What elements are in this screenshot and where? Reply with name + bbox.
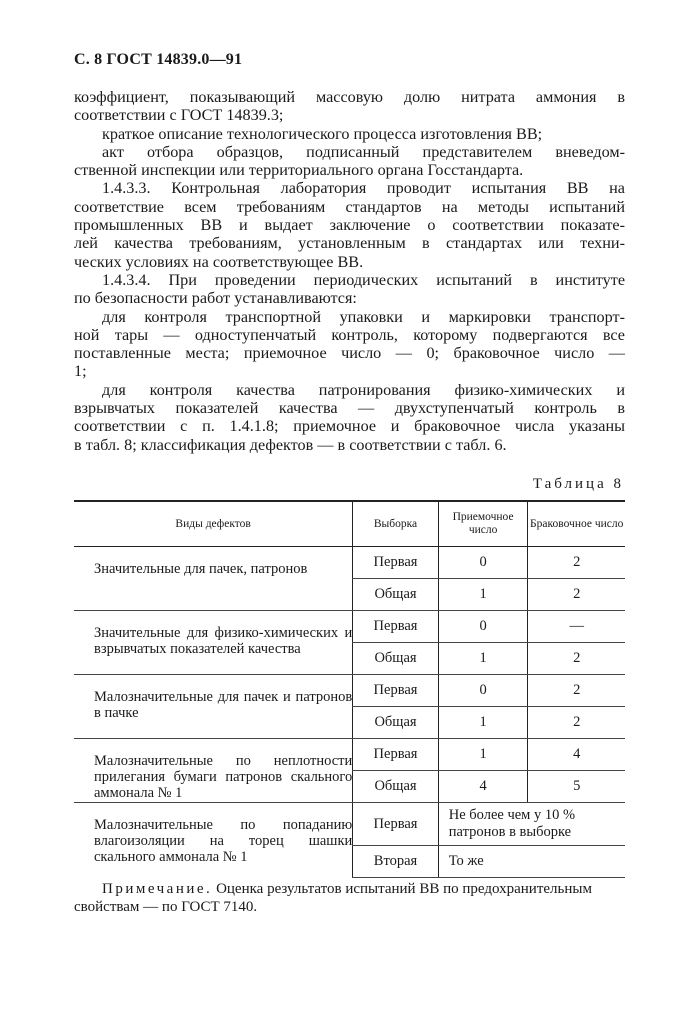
table-row [74, 675, 625, 707]
sample-cell: Первая [353, 611, 438, 643]
table-row [74, 547, 625, 579]
text-line: соответствии с п. 1.4.1.8; приемочное и браковочное числа указаны [74, 417, 625, 436]
acceptance-cell: 1 [438, 579, 528, 611]
text-line: по безопасности работ устанавливаются: [74, 289, 357, 308]
sample-cell: Первая [353, 739, 438, 771]
table-header-row [74, 501, 625, 547]
text-line: коэффициент, показывающий массовую долю нитрата аммония в [74, 88, 625, 106]
page-header: С. 8 ГОСТ 14839.0—91 [74, 51, 243, 68]
text-line: для контроля транспортной упаковки и маркировки транспорт- [102, 307, 625, 326]
sample-cell: Первая [353, 547, 438, 579]
header-rejection-number: Браковочное число [528, 501, 625, 547]
table-row [74, 803, 625, 846]
acceptance-cell: 0 [438, 547, 528, 579]
rejection-cell: 2 [528, 675, 625, 707]
text-line: взрывчатых показателей качества — двухступенчатый контроль в [74, 399, 625, 418]
body-text [74, 88, 625, 454]
defect-type-cell [74, 547, 353, 611]
sample-cell: Общая [353, 707, 438, 739]
defect-type-cell [74, 611, 353, 675]
rejection-cell: 2 [528, 643, 625, 675]
header-defect-types: Виды дефектов [74, 501, 353, 547]
text-line: ной тары — одноступенчатый контроль, которому подвергаются все [74, 325, 625, 344]
note-text: Оценка результатов испытаний ВВ по предохранительным свойствам — по ГОСТ 7140. [74, 881, 592, 915]
sample-cell: Вторая [353, 846, 438, 878]
text-line: 1.4.3.3. Контрольная лаборатория проводит испытания ВВ на [102, 179, 625, 198]
sample-cell: Первая [353, 675, 438, 707]
text-line: соответствии с ГОСТ 14839.3; [74, 106, 284, 125]
text-line: 1; [74, 362, 87, 381]
defect-type: Малозначительные для пачек и патронов в пачке [94, 689, 353, 721]
acceptance-cell: 4 [438, 771, 528, 803]
text-line: лей качества требованиям, установленным в стандартах или техни- [74, 234, 625, 253]
defect-type: Малозначительные по попаданию влагоизоляции на торец шашки скального аммонала № 1 [94, 817, 353, 865]
text-line: акт отбора образцов, подписанный представителем вневедом- [102, 142, 625, 161]
note-label: Примечание. [102, 881, 213, 897]
table-row [74, 739, 625, 771]
acceptance-cell: 1 [438, 707, 528, 739]
acceptance-cell: 1 [438, 739, 528, 771]
defect-type: Значительные для пачек, патронов [94, 561, 308, 577]
defects-table [74, 500, 625, 878]
defect-type: Малозначительные по неплотности прилегания бумаги патронов скального аммонала № 1 [94, 753, 353, 801]
header-sample: Выборка [353, 501, 438, 547]
acceptance-cell: 0 [438, 611, 528, 643]
acceptance-cell: 1 [438, 643, 528, 675]
text-line: в табл. 8; классификация дефектов — в соответствии с табл. 6. [74, 435, 507, 454]
acceptance-cell: 0 [438, 675, 528, 707]
rejection-cell: 2 [528, 579, 625, 611]
table-row [74, 611, 625, 643]
header-acceptance-number: Приемочное число [438, 501, 528, 547]
table-note [74, 880, 625, 916]
rejection-cell: 5 [528, 771, 625, 803]
text-line: ческих условиях на соответствующее ВВ. [74, 252, 364, 271]
rejection-cell: 4 [528, 739, 625, 771]
text-line: поставленные места; приемочное число — 0; браковочное число — [74, 344, 625, 363]
sample-cell: Общая [353, 771, 438, 803]
defect-type-cell [74, 675, 353, 739]
table-caption: Таблица 8 [532, 476, 624, 492]
text-line: для контроля качества патронирования физико-химических и [102, 380, 625, 399]
defect-type-cell [74, 739, 353, 803]
sample-cell: Первая [353, 803, 438, 846]
rejection-cell: — [528, 611, 625, 643]
text-line: 1.4.3.4. При проведении периодических испытаний в институте [102, 270, 625, 289]
merged-value-cell: То же [438, 846, 625, 878]
text-line: соответствие всем требованиям стандартов на методы испытаний [74, 197, 625, 216]
defect-type-cell [74, 803, 353, 878]
rejection-cell: 2 [528, 707, 625, 739]
text-line: промышленных ВВ и выдает заключение о соответствии показате- [74, 216, 625, 235]
defect-type: Значительные для физико-химических и взрывчатых показателей качества [94, 625, 353, 657]
text-line: краткое описание технологического процесса изготовления ВВ; [102, 124, 543, 143]
rejection-cell: 2 [528, 547, 625, 579]
merged-value-cell: Не более чем у 10 % патронов в выборке [438, 803, 625, 846]
sample-cell: Общая [353, 643, 438, 675]
text-line: ственной инспекции или территориального органа Госстандарта. [74, 161, 524, 180]
sample-cell: Общая [353, 579, 438, 611]
